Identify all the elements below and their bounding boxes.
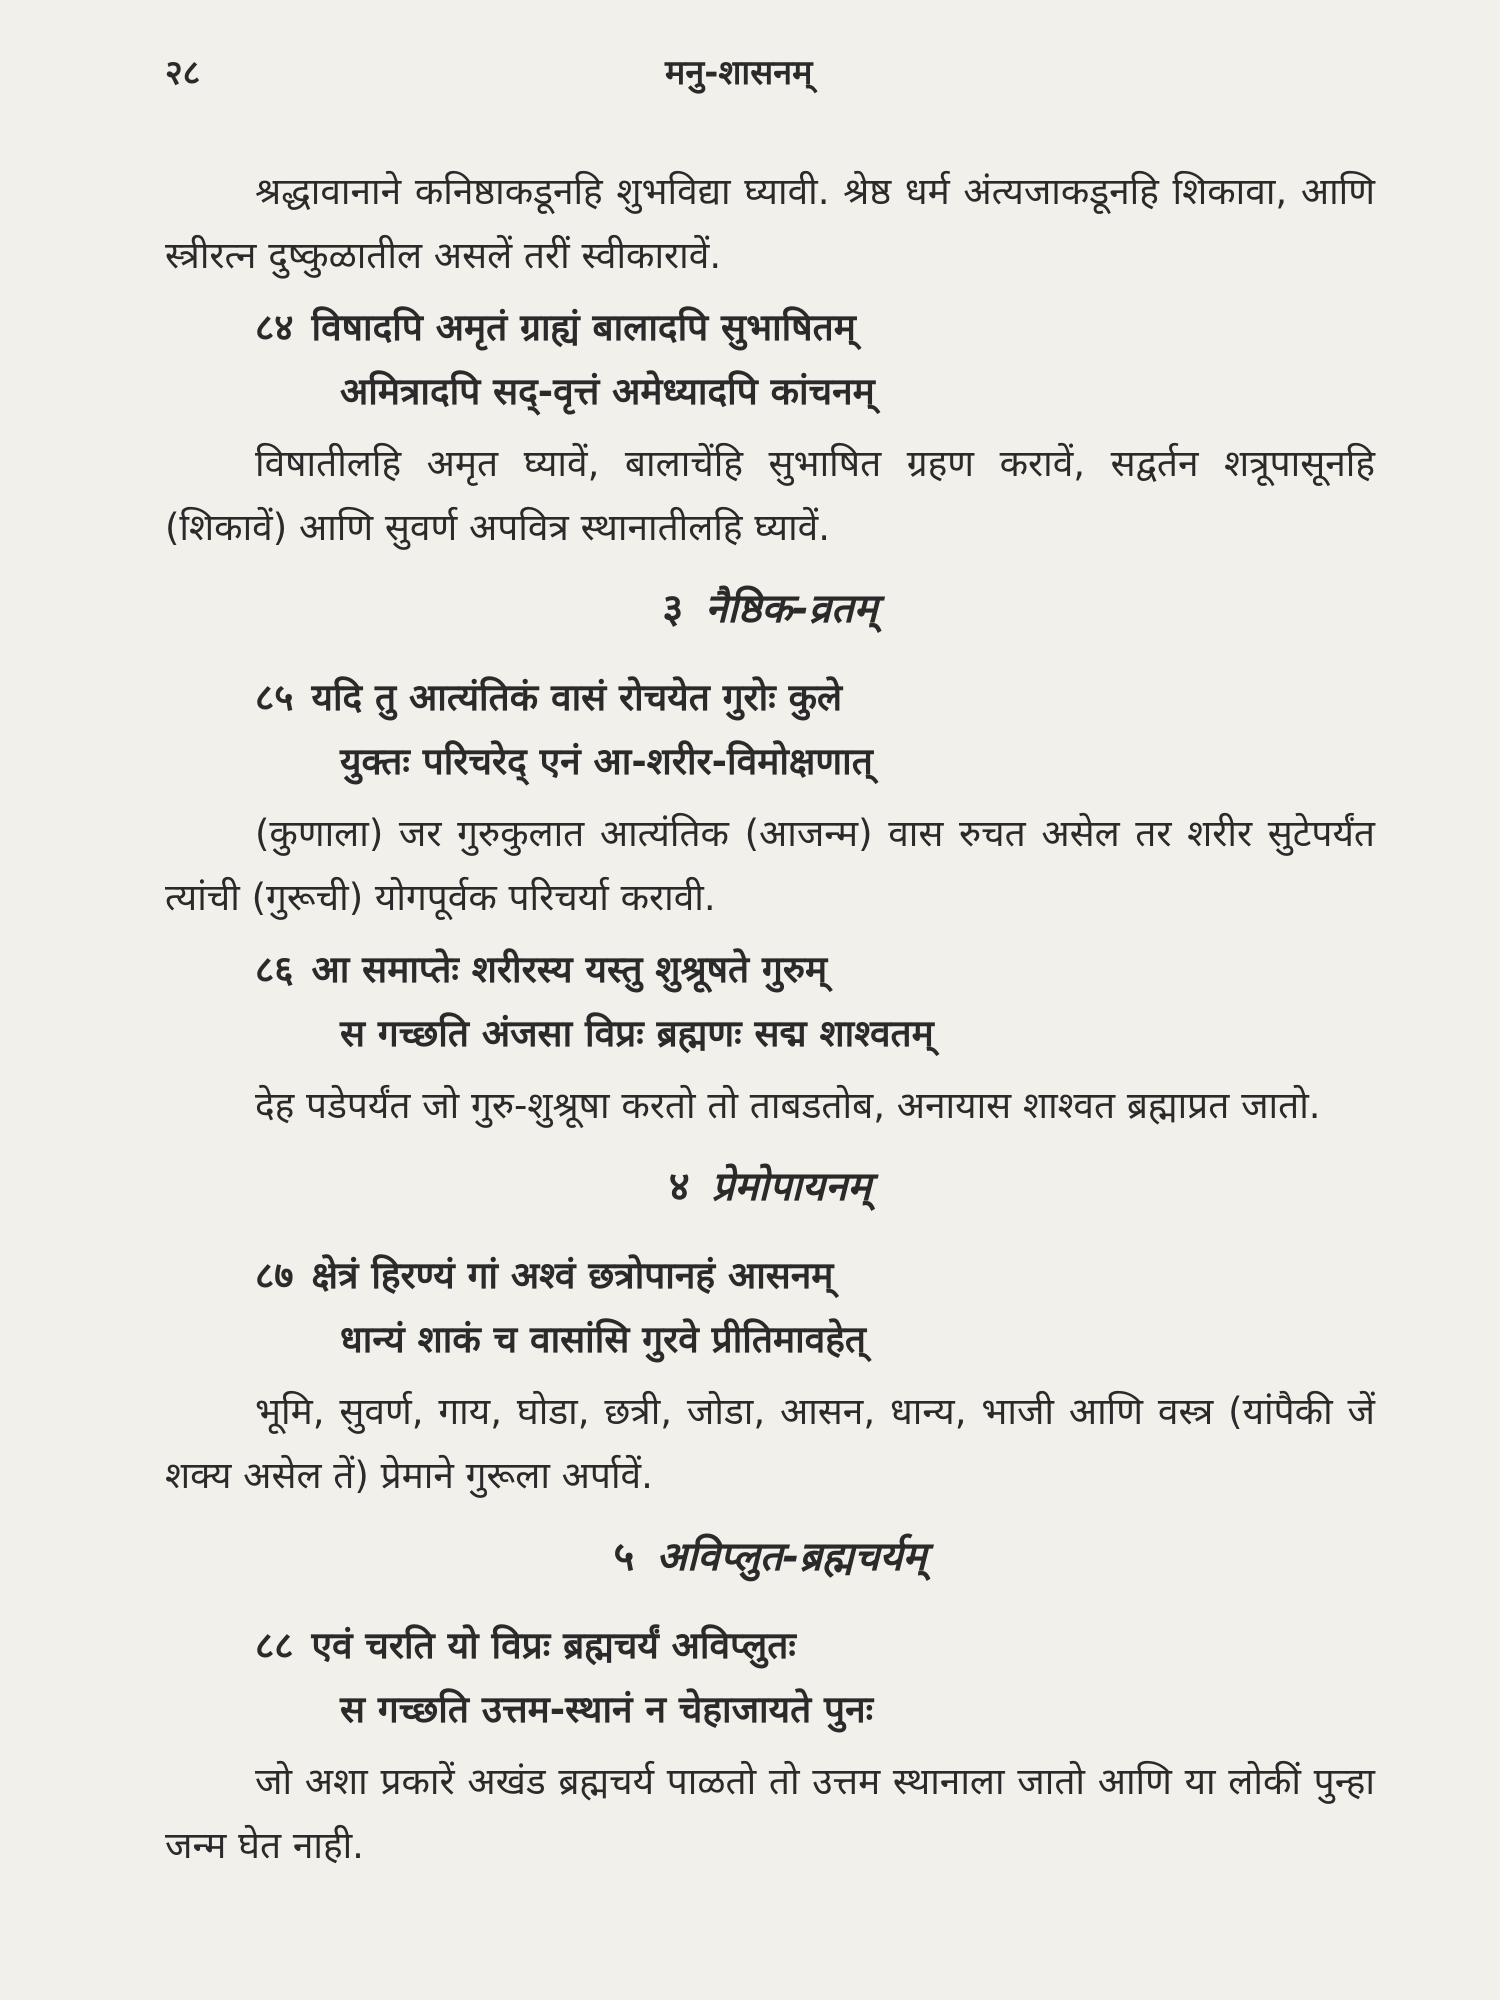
commentary-paragraph: विषातीलहि अमृत घ्यावें, बालाचेंहि सुभाषित ग्रहण करावें, सद्वर्तन शत्रूपासूनहि (शिकावें) आणि सुवर्ण अपवित्र स्थानातीलहि घ्यावें. bbox=[165, 442, 1375, 549]
section-title: अविप्लुत-ब्रह्मचर्यम् bbox=[656, 1534, 927, 1580]
verse-text: क्षेत्रं हिरण्यं गां अश्वं छत्रोपानहं आसनम् bbox=[311, 1254, 834, 1297]
verse-line: अमित्रादपि सद्-वृत्तं अमेध्यादपि कांचनम् bbox=[340, 370, 875, 413]
verse-84 bbox=[165, 296, 1375, 424]
section-heading bbox=[165, 1152, 1375, 1222]
page-number: २८ bbox=[165, 53, 201, 93]
verse-text: विषादपि अमृतं ग्राह्यं बालादपि सुभाषितम् bbox=[311, 306, 856, 349]
section-title: नैष्ठिक-व्रतम् bbox=[705, 586, 878, 632]
commentary-paragraph: देह पडेपर्यंत जो गुरु-शुश्रूषा करतो तो ताबडतोब, अनायास शाश्वत ब्रह्माप्रत जातो. bbox=[255, 1084, 1321, 1127]
verse-line bbox=[165, 296, 1375, 360]
verse-line: स गच्छति अंजसा विप्रः ब्रह्मणः सद्म शाश्वतम् bbox=[340, 1012, 934, 1055]
verse-number: ८५ bbox=[255, 676, 294, 719]
verse-85 bbox=[165, 666, 1375, 794]
section-number: ४ bbox=[668, 1164, 690, 1210]
verse-text: एवं चरति यो विप्रः ब्रह्मचर्यं अविप्लुतः bbox=[311, 1624, 796, 1667]
verse-line: युक्तः परिचरेद् एनं आ-शरीर-विमोक्षणात् bbox=[340, 740, 873, 783]
commentary-paragraph: (कुणाला) जर गुरुकुलात आत्यंतिक (आजन्म) वास रुचत असेल तर शरीर सुटेपर्यंत त्यांची (गुरूची) योगपूर्वक परिचर्या करावी. bbox=[165, 812, 1375, 919]
commentary-paragraph: श्रद्धावानाने कनिष्ठाकडूनहि शुभविद्या घ्यावी. श्रेष्ठ धर्म अंत्यजाकडूनहि शिकावा, आणि स्त्रीरत्न दुष्कुळातील असलें तरीं स्वीकारावें. bbox=[165, 170, 1375, 277]
section-number: ५ bbox=[613, 1534, 635, 1580]
verse-line bbox=[165, 1614, 1375, 1678]
page-body bbox=[165, 160, 1375, 1886]
page-header bbox=[165, 48, 1375, 108]
verse-87 bbox=[165, 1244, 1375, 1372]
verse-number: ८७ bbox=[255, 1254, 294, 1297]
section-title: प्रेमोपायनम् bbox=[711, 1164, 872, 1210]
verse-text: आ समाप्तेः शरीरस्य यस्तु शुश्रूषते गुरुम् bbox=[311, 948, 828, 991]
verse-line: स गच्छति उत्तम-स्थानं न चेहाजायते पुनः bbox=[340, 1688, 874, 1731]
section-number: ३ bbox=[662, 586, 684, 632]
verse-number: ८४ bbox=[255, 306, 294, 349]
verse-number: ८६ bbox=[255, 948, 294, 991]
verse-number: ८८ bbox=[255, 1624, 294, 1667]
verse-line bbox=[165, 938, 1375, 1002]
verse-text: यदि तु आत्यंतिकं वासं रोचयेत गुरोः कुले bbox=[311, 676, 843, 719]
section-heading bbox=[165, 574, 1375, 644]
commentary-paragraph: भूमि, सुवर्ण, गाय, घोडा, छत्री, जोडा, आसन, धान्य, भाजी आणि वस्त्र (यांपैकी जें शक्य असेल तें) प्रेमाने गुरूला अर्पावें. bbox=[165, 1390, 1375, 1497]
verse-line bbox=[165, 666, 1375, 730]
verse-line: धान्यं शाकं च वासांसि गुरवे प्रीतिमावहेत् bbox=[340, 1318, 866, 1361]
verse-88 bbox=[165, 1614, 1375, 1742]
verse-line bbox=[165, 1244, 1375, 1308]
verse-86 bbox=[165, 938, 1375, 1066]
section-heading bbox=[165, 1522, 1375, 1592]
commentary-paragraph: जो अशा प्रकारें अखंड ब्रह्मचर्य पाळतो तो उत्तम स्थानाला जातो आणि या लोकीं पुन्हा जन्म घेत नाही. bbox=[165, 1760, 1375, 1867]
running-title: मनु-शासनम् bbox=[665, 53, 813, 93]
